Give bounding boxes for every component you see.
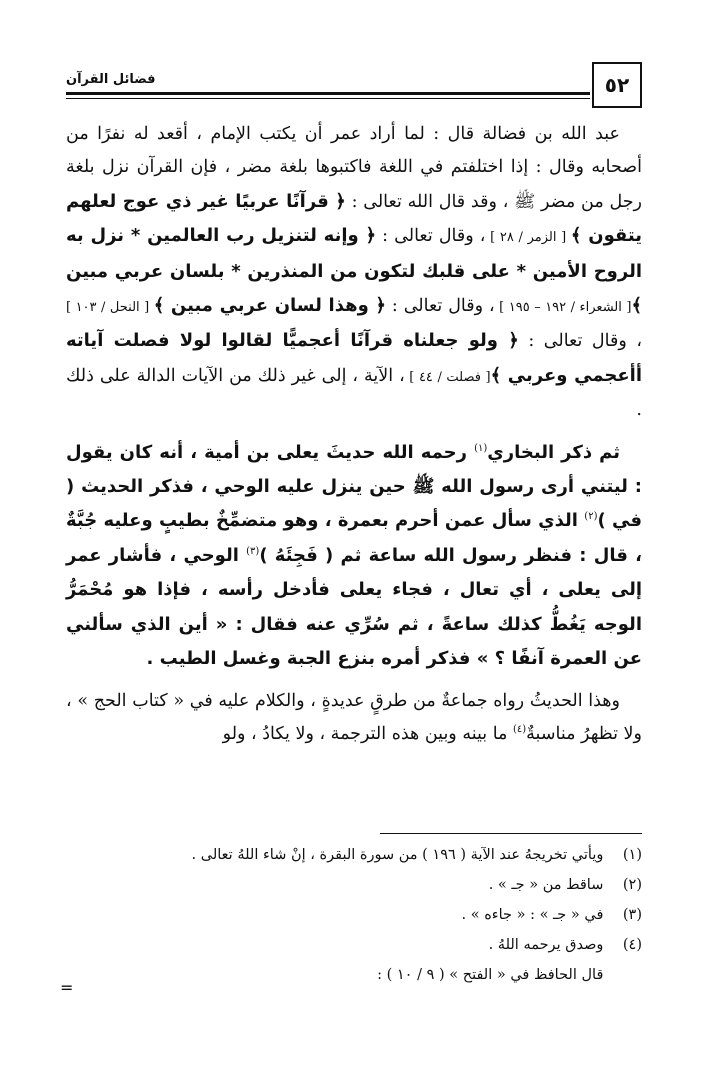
footnote-ref: (٢) [584,511,598,523]
footnote-text: ويأتي تخريجهُ عند الآية ( ١٩٦ ) من سورة البقرة ، إنْ شاء اللهُ تعالى . [191,847,604,863]
emphasized-text: رحمه الله حديثَ يعلى بن أمية ، أنه كان يقول : ليتني أرى رسول الله ﷺ حين ينزل عليه الوحي ، فذكر الحديث ( في ) [66,441,642,532]
footnote-separator [380,833,642,834]
footnote-text: وصدق يرحمه اللهُ . [488,937,604,953]
emphasized-text: الذي سأل عمن أحرم بعمرة ، وهو متضمِّخٌ بطيبٍ وعليه جُبَّةٌ ، قال : فنظر رسول الله ساعة ثم ( فَجِئَهُ ) [66,510,642,566]
footnote [66,870,642,900]
emphasized-text: ﴿ ولو جعلناه قرآنًا أعجميًّا لقالوا لولا فصلت آياته أأعجمي وعربي ﴾ [66,330,643,386]
text-run: ، وقال تعالى : [518,331,642,352]
text-run: عبد الله بن فضالة قال : لما أراد عمر أن يكتب الإمام ، أقعد له نفرًا من أصحابه وقال : إذا اختلفتم في اللغة فاكتبوها بلغة مضر ، فإن القرآن نزل بلغة رجل من مضر ﷺ ، وقد قال الله تعالى : [66,124,642,212]
footnote-text: قال الحافظ في « الفتح » ( ٩ / ١٠ ) : [377,967,604,983]
emphasized-text: الوحي ، فأشار عمر إلى يعلى ، أي تعال ، فجاء يعلى فأدخل رأسه ، فإذا هو مُحْمَرُّ الوجه يَغُطُّ كذلك ساعةً ، ثم سُرِّي عنه فقال : « أين الذي سألني عن العمرة آنفًا ؟ » فذكر أمره بنزع الجبة وغسل الطيب . [66,544,642,670]
emphasized-text: ﴿ قرآنًا عربيًا غير ذي عوج لعلهم يتقون ﴾ [66,190,642,247]
footnote-ref: (١) [474,442,488,454]
footnote [66,930,642,960]
text-run: وهذا الحديثُ رواه جماعةٌ من طرقٍ عديدةٍ ، والكلام عليه في « كتاب الحج » ، ولا تظهرُ مناسبةٌ [66,690,642,744]
paragraph [66,436,642,677]
page-header [66,62,642,114]
citation: [ الزمر / ٢٨ ] [485,230,571,246]
text-run: ، وقال تعالى : [376,226,486,247]
running-title: فضائل القرآن [66,72,156,87]
text-run: ما بينه وبين هذه الترجمة ، ولا يكادُ ، ولو [222,723,513,744]
footnote-text: في « جـ » : « جاءه » . [461,907,604,923]
footnote-continuation [66,960,642,990]
emphasized-text: ﴿ وإنه لتنزيل رب العالمين * نزل به الروح الأمين * على قلبك لتكون من المنذرين * بلسان عربي مبين ﴾ [66,225,642,317]
emphasized-text: ﴿ وهذا لسان عربي مبين ﴾ [153,295,386,317]
text-run: ، وقال تعالى : [385,296,495,317]
page-number-box [592,62,642,108]
paragraph [66,118,642,428]
footnote-number: (١) [622,847,642,863]
header-rule-thick [66,92,590,95]
header-rule-thin [66,98,590,99]
footnotes [66,840,642,990]
emphasized-text: ثم ذكر البخاري [487,441,620,463]
text-run: ، الآية ، إلى غير ذلك من الآيات الدالة على ذلك . [66,365,642,421]
citation: [ الشعراء / ١٩٢ – ١٩٥ ] [494,300,632,316]
footnote [66,900,642,930]
citation: [ النحل / ١٠٣ ] [66,300,154,316]
paragraph [66,685,642,752]
citation: [ فصلت / ٤٤ ] [404,369,491,385]
footnote [66,840,642,870]
footnote-ref: (٤) [512,724,527,736]
footnote-number: (٢) [622,877,642,893]
footnote-text: ساقط من « جـ » . [488,877,604,893]
footnote-number: (٣) [622,907,642,923]
page-number: ٥٢ [604,73,630,97]
footnote-ref: (٣) [246,546,260,558]
main-text [66,118,642,751]
continuation-mark: = [60,978,74,997]
footnote-number: (٤) [622,937,642,953]
